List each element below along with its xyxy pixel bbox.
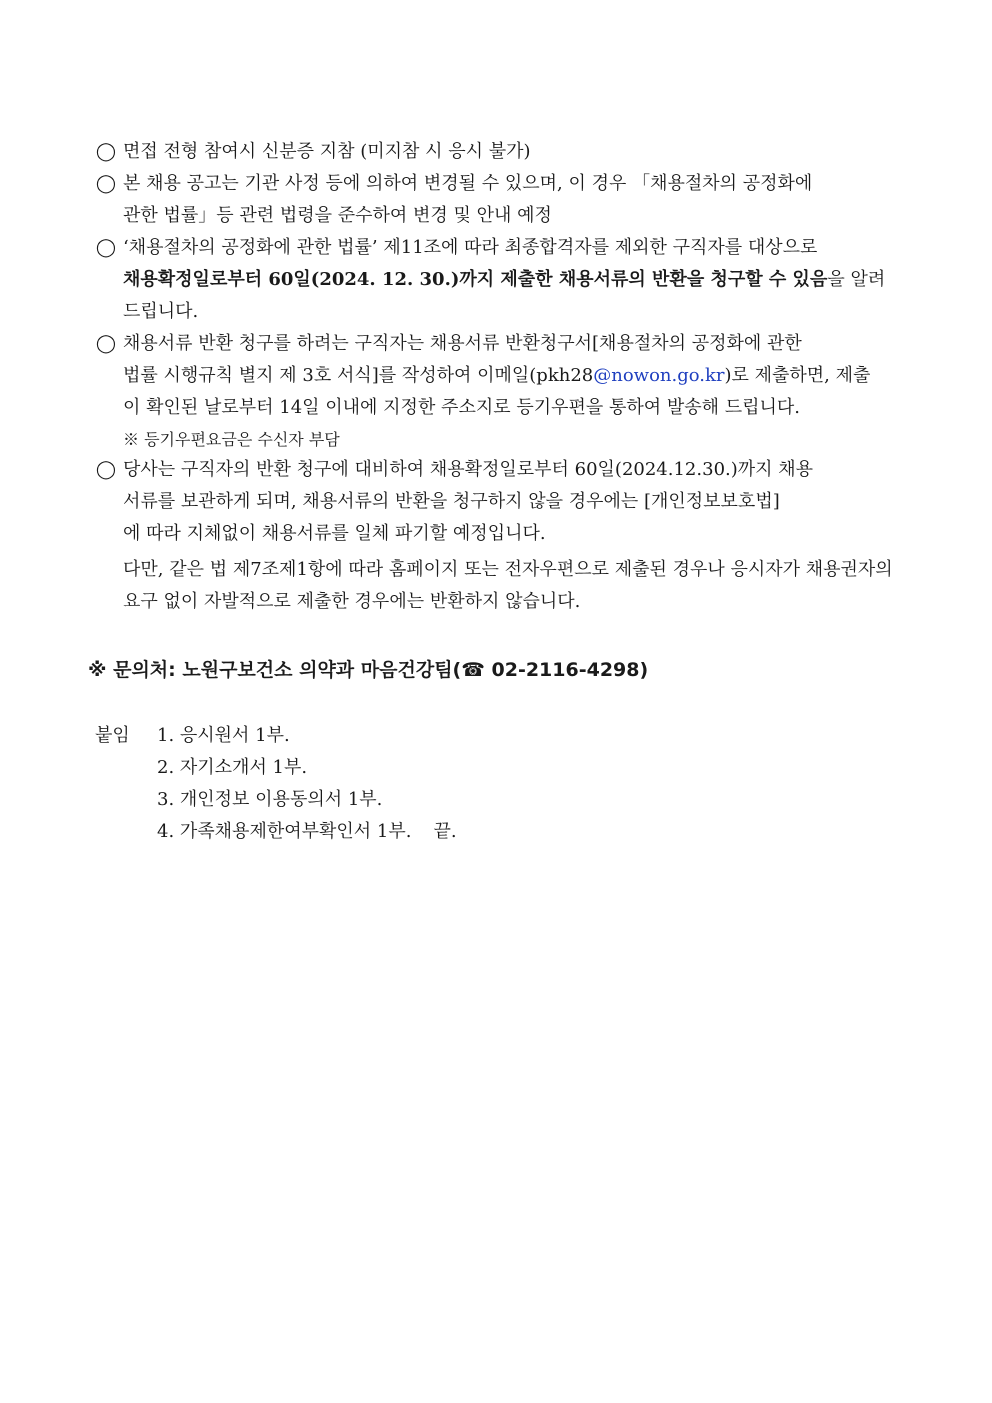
end-mark: 끝. [433, 821, 457, 842]
item-text-line: 당사는 구직자의 반환 청구에 대비하여 채용확정일로부터 60일(2024.12.30.)까지 채용 [123, 459, 814, 480]
item-text-line: 본 채용 공고는 기관 사정 등에 의하여 변경될 수 있으며, 이 경우 「채용절차의 공정화에 [123, 173, 813, 194]
attachments-list [157, 720, 457, 848]
item-text-fragment: 법률 시행규칙 별지 제 3호 서식]를 작성하여 이메일(pkh28 [123, 365, 594, 386]
item-text-line: 드립니다. [123, 301, 199, 322]
notice-item-document-retention [95, 454, 907, 618]
item-text-line: 채용서류 반환 청구를 하려는 구직자는 채용서류 반환청구서[채용절차의 공정화에 관한 [123, 333, 802, 354]
attachment-item-last [157, 816, 457, 848]
item-text-line [123, 360, 907, 392]
attachments-section [95, 720, 457, 848]
item-text-fragment: )로 제출하면, 제출 [724, 365, 871, 386]
postage-note: ※ 등기우편요금은 수신자 부담 [123, 430, 340, 449]
bullet-circle-icon: ◯ [95, 237, 117, 258]
item-text-line [123, 264, 907, 296]
notice-item-id-required [95, 136, 907, 168]
item-text-line: 이 확인된 날로부터 14일 이내에 지정한 주소지로 등기우편을 통하여 발송해 드립니다. [123, 397, 801, 418]
item-text-line: 다만, 같은 법 제7조제1항에 따라 홈페이지 또는 전자우편으로 제출된 경우나 응시자가 채용권자의 [123, 559, 893, 580]
item-text-line: 서류를 보관하게 되며, 채용서류의 반환을 청구하지 않을 경우에는 [개인정보보호법] [123, 491, 780, 512]
emphasized-return-period: 채용확정일로부터 60일(2024. 12. 30.)까지 제출한 채용서류의 반환을 청구할 수 있음 [123, 269, 828, 290]
email-link[interactable]: @nowon.go.kr [593, 365, 725, 386]
attachment-item: 1. 응시원서 1부. [157, 725, 290, 746]
bullet-circle-icon: ◯ [95, 141, 117, 162]
attachment-item: 2. 자기소개서 1부. [157, 757, 308, 778]
attachment-item: 3. 개인정보 이용동의서 1부. [157, 789, 383, 810]
bullet-circle-icon: ◯ [95, 173, 117, 194]
contact-info: ※ 문의처: 노원구보건소 의약과 마음건강팀(☎ 02-2116-4298) [88, 659, 649, 681]
attachments-label: 붙임 [95, 725, 130, 746]
notice-item-document-return-right [95, 232, 907, 328]
notice-item-schedule-change [95, 168, 907, 232]
item-text-line: 요구 없이 자발적으로 제출한 경우에는 반환하지 않습니다. [123, 591, 581, 612]
item-text-fragment: 을 알려 [827, 269, 886, 290]
bullet-circle-icon: ◯ [95, 333, 117, 354]
attachment-item-text: 4. 가족채용제한여부확인서 1부. [157, 821, 412, 842]
item-text-line: 면접 전형 참여시 신분증 지참 (미지참 시 응시 불가) [123, 141, 531, 162]
item-text-line: 관한 법률」등 관련 법령을 준수하여 변경 및 안내 예정 [123, 205, 552, 226]
item-text-line: 에 따라 지체없이 채용서류를 일체 파기할 예정입니다. [123, 523, 546, 544]
item-text-line: ‘채용절차의 공정화에 관한 법률’ 제11조에 따라 최종합격자를 제외한 구직자를 대상으로 [123, 237, 818, 258]
notice-item-return-procedure [95, 328, 907, 456]
bullet-circle-icon: ◯ [95, 459, 117, 480]
